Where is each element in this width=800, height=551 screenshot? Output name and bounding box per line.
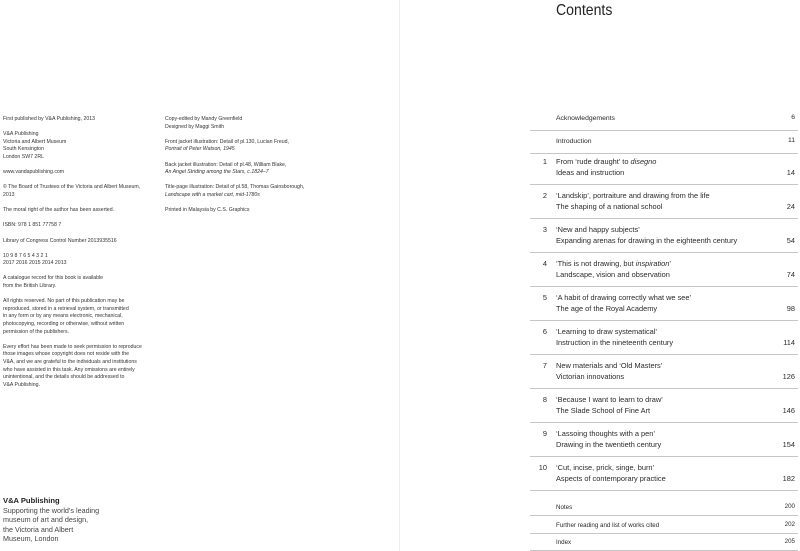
- toc-chapter-subtitle: Ideas and instruction: [556, 167, 625, 177]
- imprint-block: [3, 169, 153, 177]
- va-publishing-tagline: [3, 506, 133, 544]
- imprint-line: in any form or by any means electronic, mechanical,: [3, 313, 123, 320]
- imprint-line: www.vandapublishing.com: [3, 169, 65, 176]
- toc-chapter-title: [556, 157, 656, 178]
- front-jacket-credit: [165, 139, 355, 154]
- toc-chapter-title: [556, 361, 662, 382]
- toc-entry-title: Further reading and list of works cited: [556, 522, 660, 529]
- imprint-line: V&A Publishing.: [3, 381, 40, 388]
- imprint-line: who have assisted in this task. Any omissions are entirely: [3, 366, 135, 373]
- imprint-line: South Kensington: [3, 146, 44, 153]
- toc-divider: [530, 130, 798, 131]
- toc-divider: [530, 490, 798, 491]
- toc-chapter-heading: ‘Because I want to learn to draw’: [556, 395, 663, 404]
- imprint-line: permission of the publishers.: [3, 328, 70, 335]
- title-page-credit: [165, 184, 355, 199]
- toc-entry-title: Introduction: [556, 138, 592, 145]
- va-publishing-block: [3, 496, 133, 544]
- imprint-block: [3, 344, 153, 390]
- toc-chapter-number: 1: [542, 157, 547, 166]
- imprint-line: A catalogue record for this book is available: [3, 275, 104, 282]
- imprint-column-1: [3, 116, 153, 397]
- toc-chapter-title: [556, 293, 691, 314]
- toc-chapter-subtitle: The shaping of a national school: [556, 201, 663, 211]
- toc-page-number: 154: [782, 439, 795, 449]
- toc-divider: [530, 422, 798, 423]
- imprint-line: reproduced, stored in a retrieval system, or transmitted: [3, 305, 129, 312]
- copy-editor-credit: Copy-edited by Mandy Greenfield: [165, 116, 243, 122]
- toc-chapter-number: 7: [542, 361, 547, 370]
- toc-chapter-heading: ‘Learning to draw systematical’: [556, 327, 658, 336]
- tagline-line: Museum, London: [3, 534, 59, 544]
- page-gutter: [399, 0, 400, 551]
- toc-divider: [530, 184, 798, 185]
- toc-chapter-number: 8: [542, 395, 547, 404]
- toc-chapter-title: [556, 395, 663, 416]
- toc-chapter-number: 10: [538, 463, 547, 472]
- toc-chapter-heading: ‘Landskip’, portraiture and drawing from the life: [556, 191, 710, 200]
- imprint-line: © The Board of Trustees of the Victoria and Albert Museum,: [3, 184, 141, 191]
- imprint-line: 2017 2016 2015 2014 2013: [3, 260, 67, 267]
- toc-divider: [530, 286, 798, 287]
- toc-chapter-subtitle: Aspects of contemporary practice: [556, 473, 666, 483]
- toc-chapter-number: 3: [542, 225, 547, 234]
- toc-chapter-title: [556, 463, 666, 484]
- toc-divider: [530, 533, 798, 534]
- toc-chapter-heading: ‘New and happy subjects’: [556, 225, 640, 234]
- toc-page-number: 74: [786, 269, 795, 279]
- printed-in-line: Printed in Malaysia by C.S. Graphics: [165, 207, 250, 214]
- imprint-line: V&A Publishing: [3, 131, 39, 138]
- tagline-line: museum of art and design,: [3, 515, 89, 525]
- imprint-line: ISBN: 978 1 851 77758 7: [3, 222, 62, 229]
- back-jacket-line: Back jacket illustration: Detail of pl.48, William Blake,: [165, 161, 287, 168]
- imprint-block: [3, 116, 153, 124]
- imprint-block: [3, 207, 153, 215]
- toc-divider: [530, 354, 798, 355]
- imprint-block: [3, 253, 153, 268]
- toc-divider: [530, 252, 798, 253]
- toc-chapter-heading: ‘Lassoing thoughts with a pen’: [556, 429, 656, 438]
- tagline-line: Supporting the world’s leading: [3, 506, 100, 515]
- imprint-block: [3, 298, 153, 336]
- toc-entry-title: Notes: [556, 504, 573, 511]
- front-jacket-work: Portrait of Peter Watson, 1945: [165, 146, 235, 153]
- imprint-line: The moral right of the author has been asserted.: [3, 207, 115, 214]
- toc-chapter-heading: From ‘rude draught’ to disegno: [556, 157, 657, 166]
- toc-chapter-title: [556, 327, 673, 348]
- toc-page-number: 205: [784, 538, 795, 545]
- toc-divider: [530, 320, 798, 321]
- toc-chapter-number: 5: [542, 293, 547, 302]
- toc-chapter-subtitle: The age of the Royal Academy: [556, 303, 658, 313]
- toc-divider: [530, 515, 798, 516]
- toc-page-number: 126: [782, 371, 795, 381]
- toc-chapter-subtitle: Drawing in the twentieth century: [556, 439, 662, 449]
- toc-divider: [530, 388, 798, 389]
- toc-chapter-number: 2: [542, 191, 547, 200]
- imprint-line: London SW7 2RL: [3, 153, 44, 160]
- toc-chapter-title: [556, 225, 737, 246]
- imprint-line: V&A, and we are grateful to the individuals and institutions: [3, 359, 137, 365]
- imprint-line: photocopying, recording or otherwise, without written: [3, 321, 125, 328]
- imprint-line: First published by V&A Publishing, 2013: [3, 116, 95, 122]
- toc-chapter-heading: ‘This is not drawing, but inspiration’: [556, 259, 672, 268]
- toc-chapter-heading: ‘Cut, incise, prick, singe, burn’: [556, 463, 655, 472]
- toc-page-number: 202: [784, 521, 795, 528]
- toc-chapter-subtitle: Instruction in the nineteenth century: [556, 337, 674, 347]
- toc-divider: [530, 218, 798, 219]
- toc-chapter-subtitle: The Slade School of Fine Art: [556, 405, 651, 415]
- printer-credit: [165, 207, 355, 215]
- imprint-line: Victoria and Albert Museum: [3, 138, 67, 145]
- toc-page-number: 24: [786, 201, 795, 211]
- title-page-line: Title-page illustration: Detail of pl.58, Thomas Gainsborough,: [165, 184, 305, 191]
- toc-divider: [530, 456, 798, 457]
- toc-chapter-subtitle: Landscape, vision and observation: [556, 269, 670, 279]
- imprint-line: from the British Library.: [3, 283, 57, 290]
- toc-chapter-heading: New materials and ‘Old Masters’: [556, 361, 663, 370]
- toc-chapter-number: 6: [542, 327, 547, 336]
- imprint-line: Library of Congress Control Number 2013935516: [3, 237, 117, 244]
- toc-chapter-number: 4: [542, 259, 547, 268]
- imprint-block: [3, 238, 153, 246]
- va-publishing-heading: V&A Publishing: [3, 496, 60, 505]
- toc-chapter-subtitle: Expanding arenas for drawing in the eighteenth century: [556, 235, 738, 245]
- toc-page-number: 182: [782, 473, 795, 483]
- imprint-line: those images whose copyright does not reside with the: [3, 351, 130, 358]
- imprint-line: 2013: [3, 191, 15, 198]
- toc-entry-title: Acknowledgements: [556, 115, 615, 122]
- toc-page-number: 11: [787, 137, 795, 144]
- title-page-work: Landscape with a market cart, mid-1780s: [165, 191, 260, 198]
- contents-heading: Contents: [556, 2, 613, 19]
- imprint-block: [3, 131, 153, 161]
- back-jacket-credit: [165, 162, 355, 177]
- imprint-column-2: [165, 116, 355, 222]
- imprint-line: All rights reserved. No part of this publication may be: [3, 298, 125, 305]
- toc-chapter-heading: ‘A habit of drawing correctly what we see’: [556, 293, 692, 302]
- toc-chapter-number: 9: [542, 429, 547, 438]
- toc-page-number: 114: [783, 337, 795, 347]
- imprint-line: 10 9 8 7 6 5 4 3 2 1: [3, 252, 48, 259]
- toc-page-number: 98: [786, 303, 795, 313]
- toc-divider: [530, 153, 798, 154]
- back-jacket-work: An Angel Striding among the Stars, c.1824–7: [165, 169, 269, 176]
- toc-page-number: 146: [782, 405, 795, 415]
- imprint-block: [3, 275, 153, 290]
- toc-page-number: 6: [791, 114, 795, 121]
- toc-chapter-title: [556, 191, 710, 212]
- toc-chapter-title: [556, 259, 671, 280]
- toc-page-number: 200: [784, 503, 795, 510]
- tagline-line: the Victoria and Albert: [3, 524, 74, 534]
- imprint-block: [3, 184, 153, 199]
- toc-entry-title: Index: [556, 539, 572, 546]
- designer-credit: Designed by Maggi Smith: [165, 123, 225, 130]
- front-jacket-line: Front jacket illustration: Detail of pl.130, Lucian Freud,: [165, 138, 289, 145]
- toc-page-number: 54: [786, 235, 795, 245]
- credits-block: [165, 116, 355, 131]
- toc-chapter-title: [556, 429, 661, 450]
- imprint-line: unintentional, and the details should be addressed to: [3, 374, 125, 381]
- imprint-line: Every effort has been made to seek permission to reproduce: [3, 343, 142, 350]
- toc-chapter-subtitle: Victorian innovations: [556, 371, 625, 381]
- toc-page-number: 14: [786, 167, 795, 177]
- imprint-block: [3, 222, 153, 230]
